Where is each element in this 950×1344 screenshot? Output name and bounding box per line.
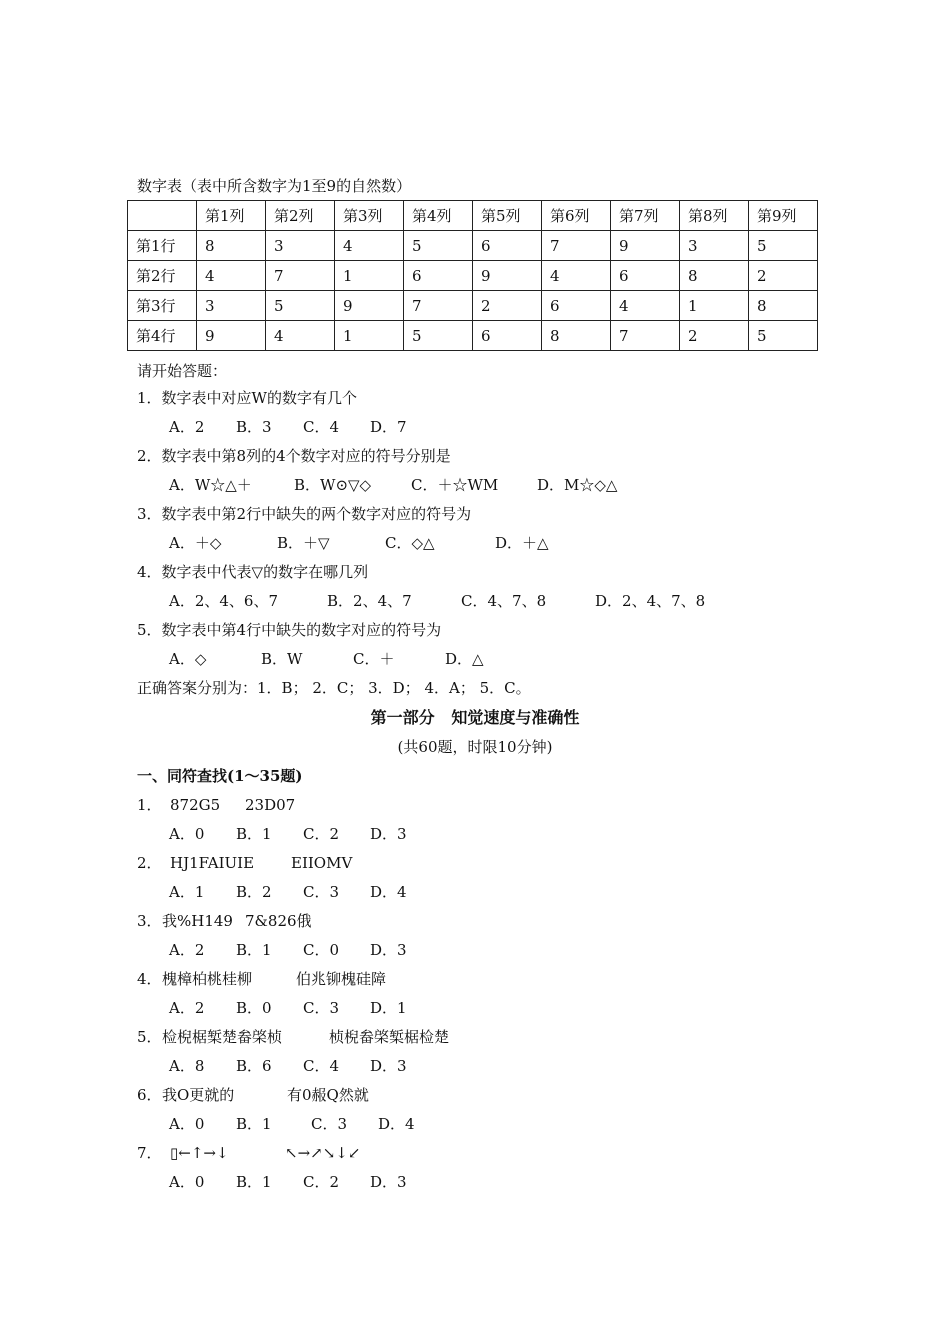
table-cell: 2 (749, 261, 818, 291)
option: C．2 (303, 825, 340, 843)
option: A．W☆△＋ (169, 476, 252, 494)
table-header-cell: 第2列 (266, 201, 335, 231)
item-5 (137, 1027, 449, 1047)
item-string-b: 桢棿畚棨椠椐检楚 (329, 1028, 450, 1046)
table-cell: 6 (473, 321, 542, 351)
item-string-b: 7&826俄 (245, 912, 312, 930)
start-prompt: 请开始答题： (137, 362, 228, 380)
option: D．△ (445, 650, 484, 668)
item-string-a: HJ1FAIUIE (170, 854, 255, 872)
option: B．0 (236, 999, 272, 1017)
item-string-a: 我%H149 (162, 912, 233, 930)
section-title: 一、同符查找(1～35题) (137, 767, 303, 785)
option: B．6 (236, 1057, 272, 1075)
answer-key: 正确答案分别为：1．B； 2．C； 3．D； 4．A； 5．C。 (137, 679, 531, 697)
item-string-a: 我O更就的 (162, 1086, 235, 1104)
table-cell: 6 (473, 231, 542, 261)
table-cell: 7 (611, 321, 680, 351)
table-cell: 第4行 (128, 321, 197, 351)
option: D．3 (370, 1173, 407, 1191)
option: D．＋△ (495, 534, 549, 552)
table-header-cell (128, 201, 197, 231)
option: D．1 (370, 999, 407, 1017)
practice-options-2 (169, 475, 617, 495)
table-header-cell: 第5列 (473, 201, 542, 231)
table-cell: 第1行 (128, 231, 197, 261)
option: D．3 (370, 825, 407, 843)
table-header-cell: 第3列 (335, 201, 404, 231)
table-cell: 8 (749, 291, 818, 321)
option: D．M☆◇△ (537, 476, 618, 494)
table-cell: 1 (335, 321, 404, 351)
table-cell: 3 (266, 231, 335, 261)
option: B．1 (236, 1173, 272, 1191)
table-header-cell: 第6列 (542, 201, 611, 231)
item-2 (137, 853, 352, 873)
option: B．3 (236, 418, 272, 436)
item-number: 5． (137, 1028, 162, 1046)
table-cell: 4 (335, 231, 404, 261)
item-number: 6． (137, 1086, 162, 1104)
table-cell: 6 (611, 261, 680, 291)
part-title: 第一部分 知觉速度与准确性 (370, 708, 580, 727)
item-string-a: 872G5 (170, 796, 221, 814)
option: C．4 (303, 418, 340, 436)
option: C．3 (303, 999, 340, 1017)
option: A．2 (169, 418, 205, 436)
option: A．◇ (169, 650, 207, 668)
option: B．2 (236, 883, 272, 901)
practice-options-1 (169, 417, 407, 437)
table-row (128, 321, 818, 351)
table-header-row (128, 201, 818, 231)
practice-options-3 (169, 533, 549, 553)
table-cell: 4 (611, 291, 680, 321)
table-cell: 8 (680, 261, 749, 291)
item-number: 2． (137, 854, 162, 872)
part-subtitle: (共60题，时限10分钟) (397, 738, 553, 756)
item-number: 3． (137, 912, 162, 930)
item-6 (137, 1085, 369, 1105)
option: D．7 (370, 418, 407, 436)
item-options-7 (169, 1172, 407, 1192)
table-header-cell: 第7列 (611, 201, 680, 231)
option: D．3 (370, 1057, 407, 1075)
number-table (127, 200, 818, 351)
option: C．3 (303, 883, 340, 901)
option: B．2、4、7 (327, 592, 412, 610)
table-header-cell: 第9列 (749, 201, 818, 231)
table-cell: 4 (542, 261, 611, 291)
option: B．W⊙▽◇ (294, 476, 372, 494)
option: C．4、7、8 (461, 592, 547, 610)
practice-question-4: 4．数字表中代表▽的数字在哪几列 (137, 563, 369, 581)
option: C．4 (303, 1057, 340, 1075)
table-cell: 7 (404, 291, 473, 321)
option: C．＋ (353, 650, 395, 668)
table-cell: 3 (680, 231, 749, 261)
table-cell: 7 (542, 231, 611, 261)
option: A．8 (169, 1057, 205, 1075)
item-options-3 (169, 940, 407, 960)
option: A．2、4、6、7 (169, 592, 279, 610)
practice-question-1: 1．数字表中对应W的数字有几个 (137, 389, 357, 407)
table-cell: 4 (197, 261, 266, 291)
option: B．＋▽ (277, 534, 330, 552)
item-string-a: ▯←↑→↓ (170, 1144, 229, 1162)
option: A．0 (169, 825, 205, 843)
table-cell: 5 (404, 321, 473, 351)
option: B．1 (236, 825, 272, 843)
practice-question-2: 2．数字表中第8列的4个数字对应的符号分别是 (137, 447, 451, 465)
option: D．4 (370, 883, 407, 901)
item-1 (137, 795, 295, 815)
table-header-cell: 第8列 (680, 201, 749, 231)
practice-options-5 (169, 649, 484, 669)
option: D．4 (378, 1115, 415, 1133)
item-string-a: 检棿椐椠楚畚棨桢 (162, 1028, 283, 1046)
option: C．0 (303, 941, 340, 959)
item-string-b: 伯兆铆槐硅障 (296, 970, 387, 988)
option: A．1 (169, 883, 205, 901)
option: C．＋☆WM (411, 476, 499, 494)
table-cell: 4 (266, 321, 335, 351)
option: B．1 (236, 941, 272, 959)
practice-options-4 (169, 591, 705, 611)
table-cell: 9 (197, 321, 266, 351)
table-cell: 第2行 (128, 261, 197, 291)
table-caption: 数字表（表中所含数字为1至9的自然数） (137, 177, 412, 195)
table-cell: 9 (611, 231, 680, 261)
table-cell: 2 (680, 321, 749, 351)
item-options-2 (169, 882, 407, 902)
table-cell: 8 (197, 231, 266, 261)
option: B．W (261, 650, 303, 668)
table-cell: 5 (749, 231, 818, 261)
option: C．◇△ (385, 534, 435, 552)
table-cell: 5 (749, 321, 818, 351)
item-options-1 (169, 824, 407, 844)
table-row (128, 291, 818, 321)
option: A．0 (169, 1173, 205, 1191)
option: D．2、4、7、8 (595, 592, 706, 610)
option: C．3 (311, 1115, 348, 1133)
option: A．0 (169, 1115, 205, 1133)
table-cell: 6 (542, 291, 611, 321)
table-header-cell: 第4列 (404, 201, 473, 231)
option: B．1 (236, 1115, 272, 1133)
practice-question-5: 5．数字表中第4行中缺失的数字对应的符号为 (137, 621, 442, 639)
item-string-b: 23D07 (245, 796, 296, 814)
option: A．＋◇ (169, 534, 222, 552)
table-header-cell: 第1列 (197, 201, 266, 231)
option: C．2 (303, 1173, 340, 1191)
table-cell: 7 (266, 261, 335, 291)
table-cell: 9 (335, 291, 404, 321)
table-cell: 3 (197, 291, 266, 321)
practice-question-3: 3．数字表中第2行中缺失的两个数字对应的符号为 (137, 505, 472, 523)
option: A．2 (169, 999, 205, 1017)
item-string-b: ↖→↗↘↓↙ (285, 1144, 361, 1162)
table-row (128, 261, 818, 291)
table-cell: 5 (266, 291, 335, 321)
table-cell: 8 (542, 321, 611, 351)
item-options-6 (169, 1114, 415, 1134)
item-string-a: 槐樟柏桃桂柳 (162, 970, 253, 988)
item-options-4 (169, 998, 407, 1018)
item-string-b: 有0赧Q然就 (287, 1086, 369, 1104)
table-cell: 1 (680, 291, 749, 321)
table-cell: 2 (473, 291, 542, 321)
item-7 (137, 1143, 360, 1163)
option: A．2 (169, 941, 205, 959)
option: D．3 (370, 941, 407, 959)
item-number: 4． (137, 970, 162, 988)
table-cell: 5 (404, 231, 473, 261)
item-4 (137, 969, 386, 989)
item-number: 1． (137, 796, 162, 814)
table-cell: 1 (335, 261, 404, 291)
item-options-5 (169, 1056, 407, 1076)
table-row (128, 231, 818, 261)
table-cell: 6 (404, 261, 473, 291)
item-3 (137, 911, 312, 931)
item-string-b: EIIOMV (291, 854, 353, 872)
table-cell: 第3行 (128, 291, 197, 321)
table-cell: 9 (473, 261, 542, 291)
item-number: 7． (137, 1144, 162, 1162)
